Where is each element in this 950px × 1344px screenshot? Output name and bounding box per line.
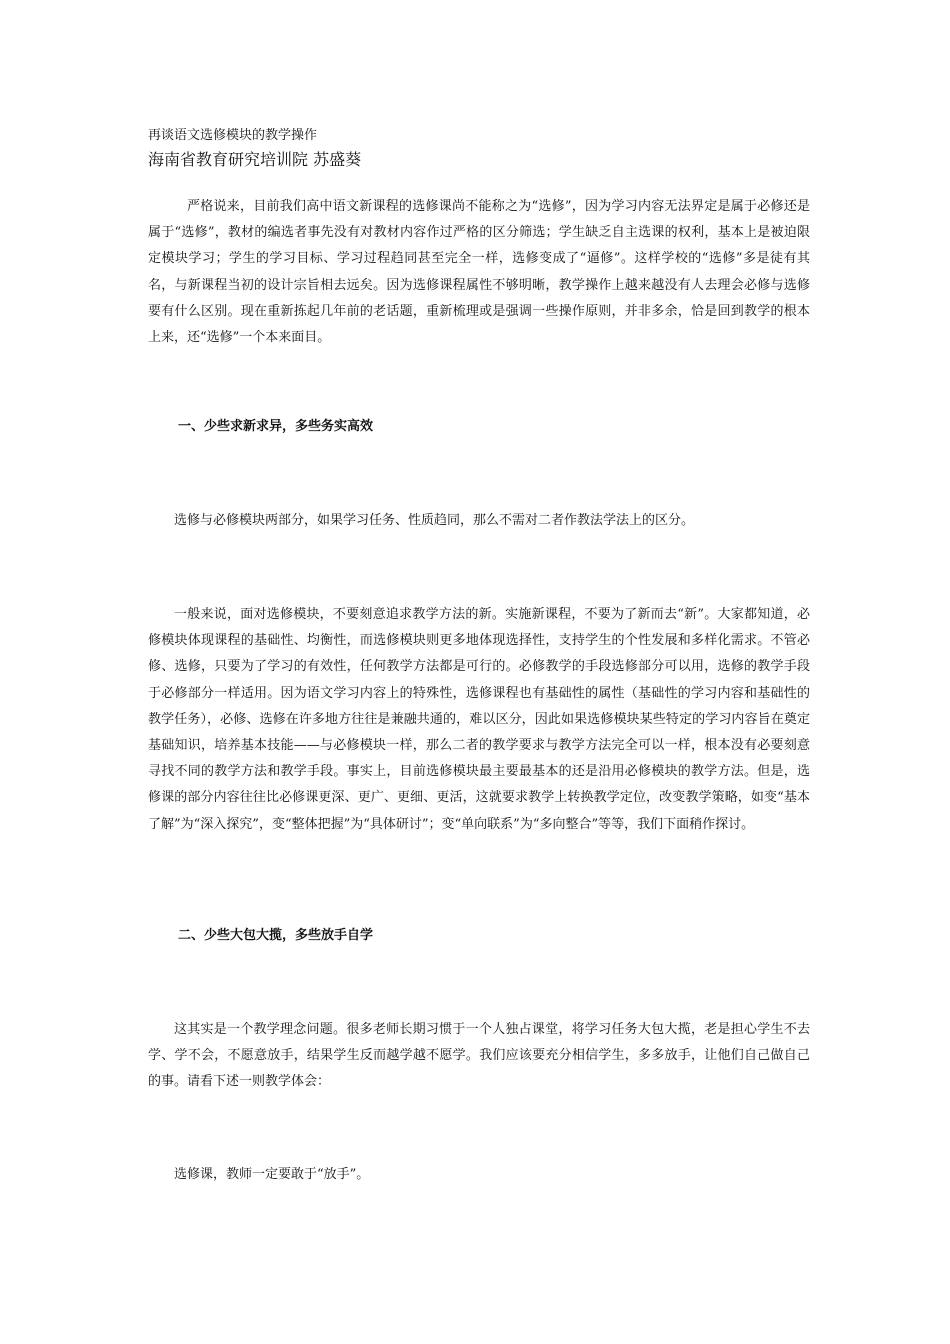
section-heading-2: 二、少些大包大揽，多些放手自学 <box>178 928 374 943</box>
section-1-paragraph-2: 一般来说，面对选修模块，不要刻意追求教学方法的新。实施新课程，不要为了新而去“新”。大家都知道，必修模块体现课程的基础性、均衡性，而选修模块则更多地体现选择性，支持学生的个性发展和多样化需求。不管必修、选修，只要为了学习的有效性，任何教学方法都是可行的。必修教学的手段选修部分可以用，选修的教学手段于必修部分一样适用。因为语文学习内容上的特殊性，选修课程也有基础性的属性（基础性的学习内容和基础性的教学任务），必修、选修在许多地方往往是兼融共通的，难以区分，因此如果选修模块某些特定的学习内容旨在奠定基础知识，培养基本技能——与必修模块一样，那么二者的教学要求与教学方法完全可以一样，根本没有必要刻意寻找不同的教学方法和教学手段。事实上，目前选修模块最主要最基本的还是沿用必修模块的教学方法。但是，选修课的部分内容往往比必修课更深、更广、更细、更活，这就要求教学上转换教学定位，改变教学策略，如变“基本了解”为“深入探究”，变“整体把握”为“具体研讨”；变“单向联系”为“多向整合”等等，我们下面稍作探讨。 <box>148 607 810 832</box>
section-1-paragraph-1: 选修与必修模块两部分，如果学习任务、性质趋同，那么不需对二者作教法学法上的区分。 <box>174 513 695 528</box>
section-2-paragraph-1: 这其实是一个教学理念问题。很多老师长期习惯于一个人独占课堂，将学习任务大包大揽，老是担心学生不去学、学不会，不愿意放手，结果学生反而越学越不愿学。我们应该要充分相信学生，多多放手，让他们自己做自己的事。请看下述一则教学体会： <box>148 1022 810 1090</box>
author-line: 海南省教育研究培训院 苏盛葵 <box>148 150 362 169</box>
section-2-paragraph-2: 选修课，教师一定要敢于“放手”。 <box>174 1167 370 1182</box>
section-heading-1: 一、少些求新求异，多些务实高效 <box>178 419 374 434</box>
intro-paragraph: 严格说来，目前我们高中语文新课程的选修课尚不能称之为“选修”，因为学习内容无法界定是属于必修还是属于“选修”，教材的编选者事先没有对教材内容作过严格的区分筛选；学生缺乏自主选课的权利，基本上是被迫限定模块学习；学生的学习目标、学习过程趋同甚至完全一样，选修变成了“逼修”。这样学校的“选修”多是徒有其名，与新课程当初的设计宗旨相去远矣。因为选修课程属性不够明晰，教学操作上越来越没有人去理会必修与选修要有什么区别。现在重新拣起几年前的老话题，重新梳理或是强调一些操作原则，并非多余，恰是回到教学的根本上来，还“选修”一个本来面目。 <box>148 199 810 346</box>
document-title: 再谈语文选修模块的教学操作 <box>148 128 318 143</box>
